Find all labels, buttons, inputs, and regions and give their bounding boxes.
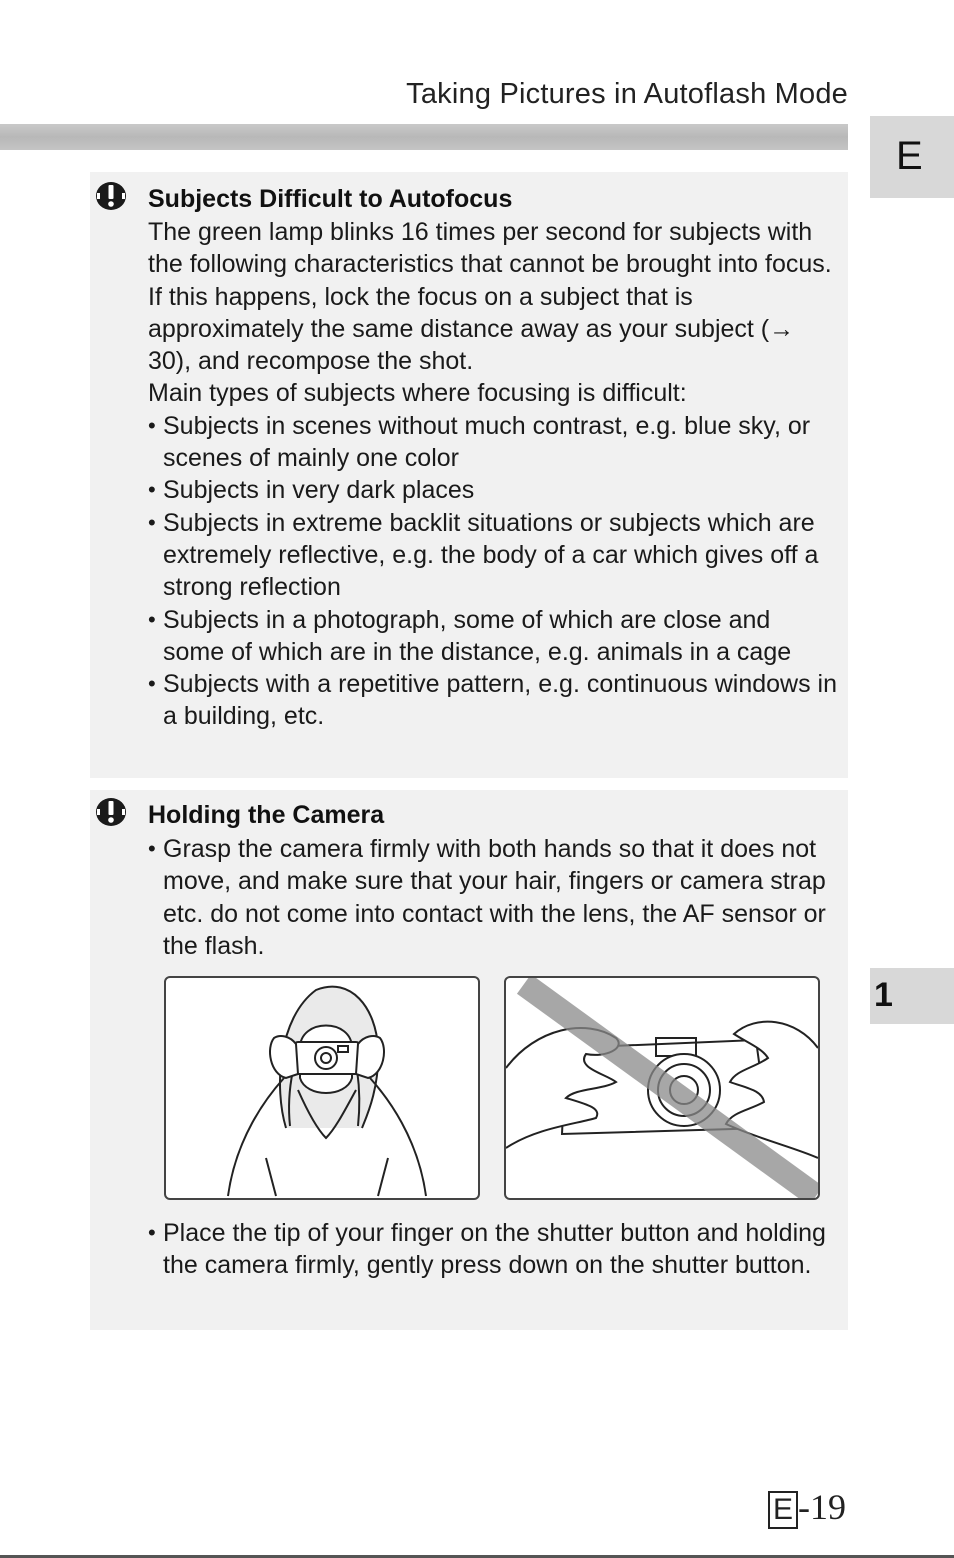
- illustration-incorrect-grip: [504, 976, 820, 1200]
- caution-icon: [94, 796, 128, 828]
- chapter-tab-label: 1: [874, 976, 893, 1014]
- difficult-subjects-list: [148, 410, 838, 733]
- section-title-autofocus: Subjects Difficult to Autofocus: [148, 185, 513, 213]
- illustration-correct-grip: [164, 976, 480, 1200]
- chapter-tab: [870, 968, 954, 1024]
- paragraph: Main types of subjects where focusing is difficult:: [148, 379, 687, 408]
- language-tab: [870, 116, 954, 198]
- paragraph: If this happens, lock the focus on a subject that is approximately the same distance away as your subject (→ 30), and recompose the shot.: [148, 282, 795, 376]
- list-item: • Subjects in extreme backlit situations or subjects which are extremely reflective, e.g. the body of a car which gives off a strong reflection: [148, 507, 838, 604]
- caution-icon: [94, 180, 128, 212]
- section-body-holding: [148, 833, 838, 962]
- holding-instructions-list: [148, 833, 838, 962]
- page-header-title: Taking Pictures in Autoflash Mode: [406, 78, 848, 110]
- list-item: • Subjects in very dark places: [148, 474, 838, 506]
- list-item: • Place the tip of your finger on the shutter button and holding the camera firmly, gently press down on the shutter button.: [148, 1217, 838, 1282]
- list-item: • Subjects in a photograph, some of which are close and some of which are in the distance, e.g. animals in a cage: [148, 604, 838, 669]
- list-item: • Grasp the camera firmly with both hands so that it does not move, and make sure that your hair, fingers or camera strap etc. do not come into contact with the lens, the AF sensor or the flash.: [148, 833, 838, 962]
- page-number-value: -19: [798, 1487, 846, 1527]
- page-prefix-box: E: [768, 1491, 798, 1529]
- list-item: • Subjects with a repetitive pattern, e.g. continuous windows in a building, etc.: [148, 668, 838, 733]
- header-rule-bar: [0, 124, 848, 150]
- section-body-autofocus: [148, 216, 838, 733]
- list-item: • Subjects in scenes without much contrast, e.g. blue sky, or scenes of mainly one color: [148, 410, 838, 475]
- page-number: [768, 1486, 846, 1529]
- hands-covering-lens-image: [506, 978, 818, 1198]
- person-holding-camera-image: [166, 978, 478, 1198]
- section-body-holding-continued: [148, 1217, 838, 1282]
- language-tab-label: E: [896, 134, 923, 178]
- section-title-holding: Holding the Camera: [148, 801, 385, 829]
- holding-instructions-list-continued: [148, 1217, 838, 1282]
- paragraph: The green lamp blinks 16 times per second for subjects with the following characteristics that cannot be brought into focus.: [148, 218, 832, 279]
